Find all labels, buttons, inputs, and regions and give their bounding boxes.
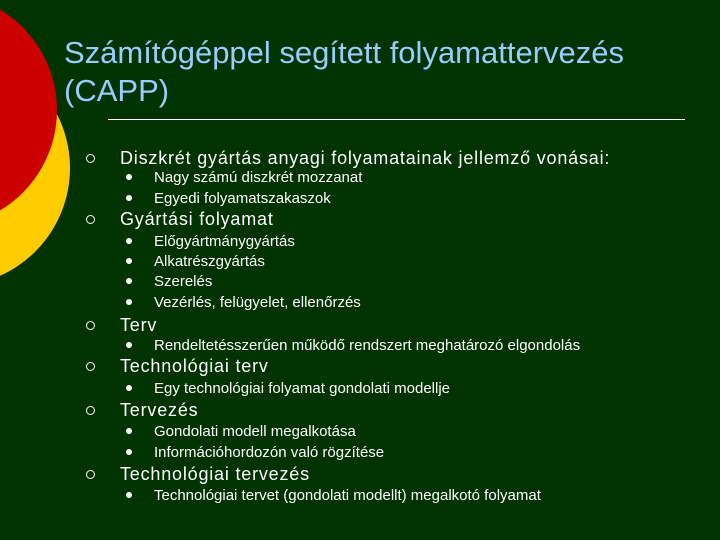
bullet-item-text: Technológiai terv	[120, 356, 269, 376]
dot-bullet-icon	[126, 174, 132, 180]
sub-bullet-item-text: Nagy számú diszkrét mozzanat	[154, 168, 363, 186]
sub-bullet-item	[126, 167, 362, 187]
sub-bullet-item	[126, 421, 356, 441]
dot-bullet-icon	[126, 428, 132, 434]
sub-bullet-item	[126, 485, 541, 505]
dot-bullet-icon	[126, 342, 132, 348]
sub-bullet-item-text: Gondolati modell megalkotása	[154, 422, 356, 440]
dot-bullet-icon	[126, 385, 132, 391]
circle-bullet-icon	[86, 154, 95, 163]
bullet-item	[86, 207, 274, 231]
bullet-item-text: Tervezés	[120, 400, 199, 420]
bullet-item-text: Gyártási folyamat	[120, 209, 274, 229]
dot-bullet-icon	[126, 238, 132, 244]
sub-bullet-item	[126, 251, 265, 271]
bullet-item	[86, 462, 310, 486]
dot-bullet-icon	[126, 278, 132, 284]
sub-bullet-item-text: Egyedi folyamatszakaszok	[154, 189, 331, 207]
dot-bullet-icon	[126, 258, 132, 264]
sub-bullet-item	[126, 271, 212, 291]
sub-bullet-item	[126, 335, 580, 355]
sub-bullet-item-text: Egy technológiai folyamat gondolati modellje	[154, 379, 451, 397]
dot-bullet-icon	[126, 492, 132, 498]
bullet-item-text: Diszkrét gyártás anyagi folyamatainak jellemző vonásai:	[120, 148, 611, 168]
dot-bullet-icon	[126, 195, 132, 201]
sub-bullet-item-text: Alkatrészgyártás	[154, 252, 265, 270]
sub-bullet-item-text: Szerelés	[154, 272, 213, 290]
dot-bullet-icon	[126, 449, 132, 455]
sub-bullet-item	[126, 442, 384, 462]
sub-bullet-item-text: Technológiai tervet (gondolati modellt) megalkotó folyamat	[154, 486, 541, 504]
sub-bullet-item-text: Előgyártmánygyártás	[154, 232, 295, 250]
sub-bullet-item	[126, 188, 331, 208]
sub-bullet-item	[126, 378, 450, 398]
circle-bullet-icon	[86, 321, 95, 330]
sub-bullet-item-text: Rendeltetésszerűen működő rendszert meghatározó elgondolás	[154, 336, 581, 354]
bullet-item	[86, 313, 157, 337]
circle-bullet-icon	[86, 470, 95, 479]
bullet-item	[86, 354, 269, 378]
dot-bullet-icon	[126, 299, 132, 305]
slide-title-line-1: Számítógéppel segített folyamattervezés	[64, 35, 625, 70]
sub-bullet-item-text: Vezérlés, felügyelet, ellenőrzés	[154, 293, 361, 311]
sub-bullet-item	[126, 292, 361, 312]
circle-bullet-icon	[86, 406, 95, 415]
slide-title-line-2: (CAPP)	[64, 73, 170, 108]
bullet-item-text: Terv	[120, 315, 158, 335]
circle-bullet-icon	[86, 215, 95, 224]
bullet-item	[86, 398, 198, 422]
bullet-item-text: Technológiai tervezés	[120, 464, 310, 484]
sub-bullet-item-text: Információhordozón való rögzítése	[154, 443, 385, 461]
sub-bullet-item	[126, 231, 295, 251]
circle-bullet-icon	[86, 362, 95, 371]
